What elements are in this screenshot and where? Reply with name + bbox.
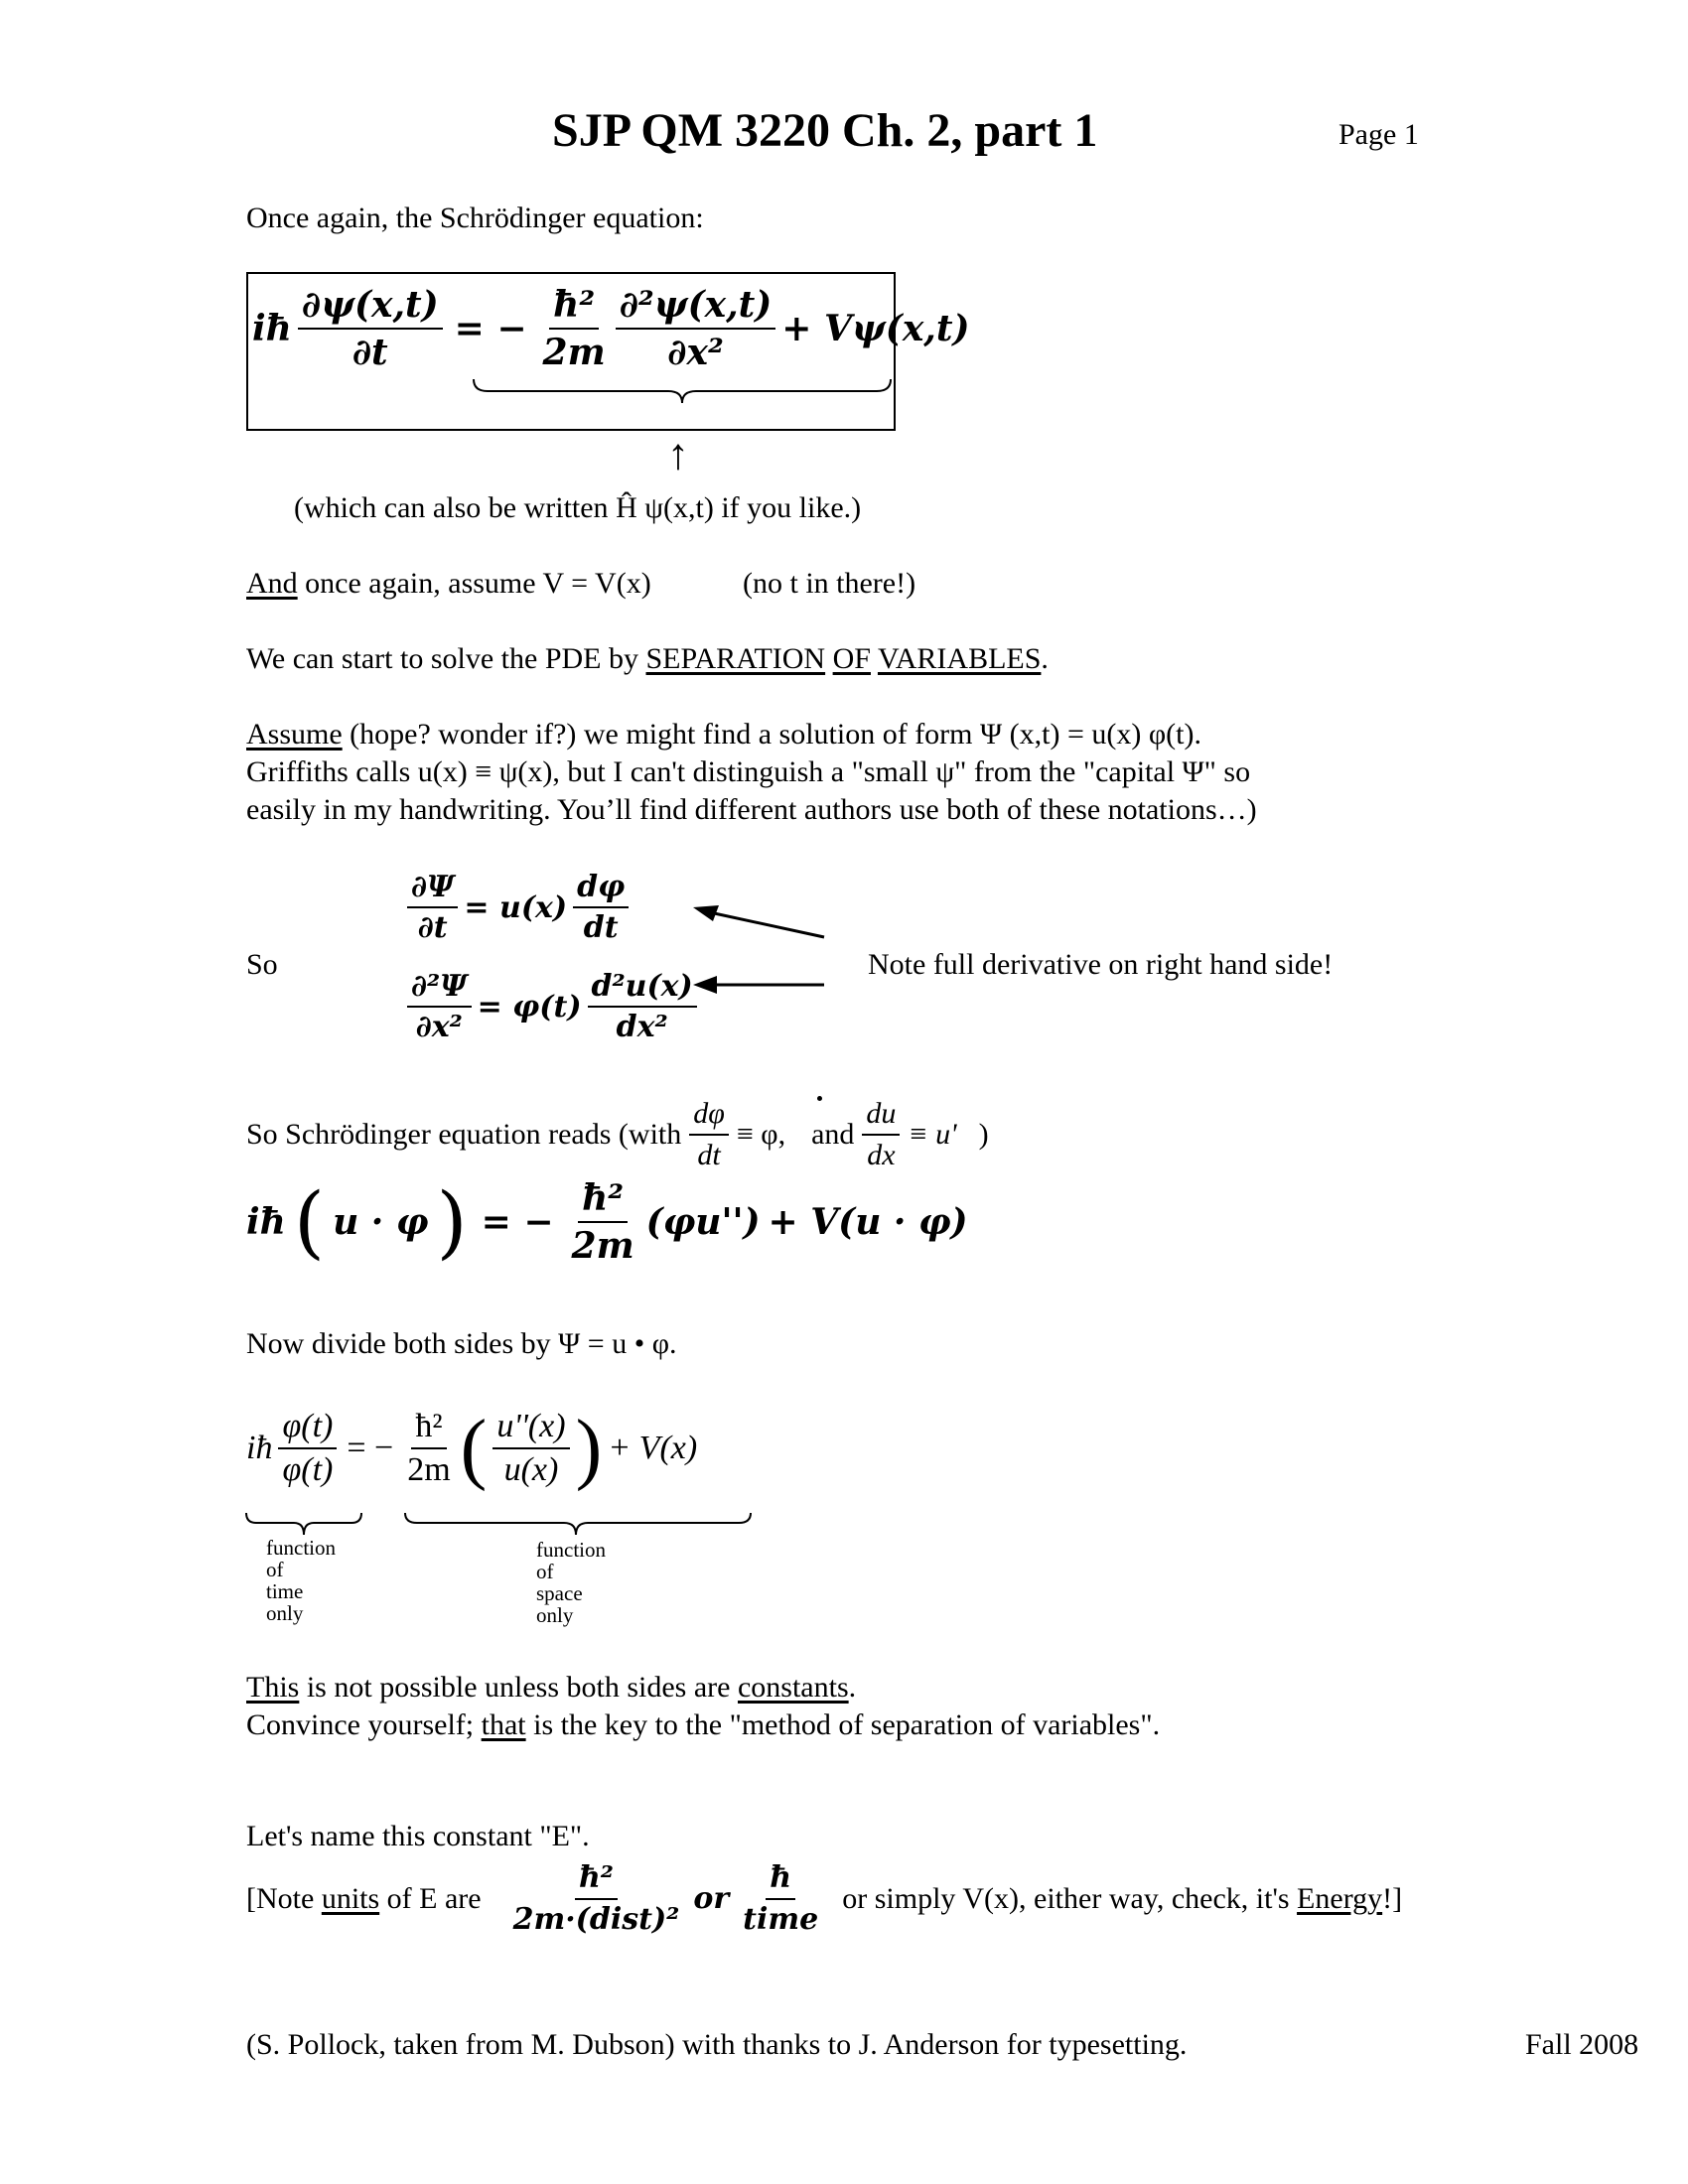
row1-lhs-den: ∂t xyxy=(417,910,448,945)
eq3-equals: = − xyxy=(347,1430,394,1466)
separation-period: . xyxy=(1041,642,1049,675)
function-of-time-label xyxy=(266,1537,336,1624)
units-fraction-1 xyxy=(509,1860,684,1938)
eq1-underbrace xyxy=(472,377,894,407)
eq2-const-den: 2m xyxy=(571,1225,634,1267)
derivative-row-1 xyxy=(407,870,629,945)
se-reads-line xyxy=(246,1096,989,1173)
assume-line-2: Griffiths calls u(x) ≡ ψ(x), but I can't distinguish a "small ψ" from the "capital Ψ" so xyxy=(246,755,1251,788)
row1-lhs-num: ∂Ψ xyxy=(407,870,458,908)
hamiltonian-symbol: Ĥ xyxy=(616,491,637,524)
eq1-lhs-den: ∂t xyxy=(352,332,388,373)
eq1-const-den: 2m xyxy=(542,332,606,373)
du-dx-fraction xyxy=(862,1096,900,1173)
space-label-l4: only xyxy=(536,1603,574,1627)
assume-v-text: once again, assume V = V(x) xyxy=(297,567,651,600)
eq1-lhs-num: ∂ψ(x,t) xyxy=(298,284,443,330)
eq3-u-num: u''(x) xyxy=(492,1408,569,1449)
not-possible-mid: is not possible unless both sides are xyxy=(299,1671,738,1704)
divided-equation xyxy=(246,1405,698,1492)
dt-den: dt xyxy=(697,1139,721,1171)
eq3-u-fraction xyxy=(492,1408,569,1489)
assume-line-1 xyxy=(246,717,1201,752)
assume-v-line xyxy=(246,566,651,602)
row2-rhs-fraction xyxy=(588,969,697,1044)
separated-schrodinger-equation xyxy=(246,1177,968,1267)
that-underlined: that xyxy=(481,1708,526,1741)
row1-rhs-den: dt xyxy=(583,910,619,945)
eq3-const-num: ħ² xyxy=(411,1408,446,1449)
eq3-time-fraction xyxy=(278,1408,337,1489)
eq1-second-derivative xyxy=(616,284,776,373)
function-of-space-label xyxy=(536,1539,606,1626)
row2-lhs-fraction xyxy=(407,969,472,1044)
variables-word: VARIABLES xyxy=(877,642,1042,675)
eq3-close-paren: ) xyxy=(575,1405,603,1492)
space-label-l1: function xyxy=(536,1538,606,1562)
and-word: and xyxy=(811,1118,855,1151)
phi-dot-accent xyxy=(817,1096,822,1101)
footer-date: Fall 2008 xyxy=(1525,2028,1639,2061)
page-number: Page 1 xyxy=(1338,118,1419,151)
units-fraction-2 xyxy=(739,1860,822,1938)
eq3-time-den: φ(t) xyxy=(282,1451,334,1488)
assume-l1-text: (hope? wonder if?) we might find a solution of form Ψ (x,t) = u(x) φ(t). xyxy=(342,718,1201,751)
time-label-l1: function xyxy=(266,1536,336,1560)
units-mid: of E are xyxy=(379,1882,482,1915)
derivative-row-2 xyxy=(407,969,697,1044)
this-underlined: This xyxy=(246,1671,300,1704)
units-f2-num: ħ xyxy=(766,1860,795,1900)
eq3-open-paren: ( xyxy=(460,1405,488,1492)
separation-line xyxy=(246,641,1049,677)
eq1-d-den: ∂x² xyxy=(667,332,724,373)
eq3-time-num: φ(t) xyxy=(278,1408,337,1449)
divide-line: Now divide both sides by Ψ = u • φ. xyxy=(246,1327,677,1360)
eq2-prefix: iħ xyxy=(246,1201,286,1243)
row2-lhs-num: ∂²Ψ xyxy=(407,969,472,1008)
energy-underlined: Energy xyxy=(1297,1882,1383,1915)
eq1-const-fraction xyxy=(539,284,610,373)
eq3-prefix: iħ xyxy=(246,1430,273,1466)
hamiltonian-note xyxy=(294,490,861,526)
eq1-tail: + Vψ(x,t) xyxy=(781,308,970,349)
units-post: or simply V(x), either way, check, it's xyxy=(842,1882,1298,1915)
hamiltonian-note-post: ψ(x,t) if you like.) xyxy=(636,491,862,524)
eq3-const-fraction xyxy=(403,1408,454,1489)
eq2-close-paren: ) xyxy=(436,1175,468,1268)
du-num: du xyxy=(862,1096,900,1136)
eq2-equals: = − xyxy=(481,1201,554,1243)
units-underlined: units xyxy=(321,1882,380,1915)
eq1-equals: = − xyxy=(454,308,527,349)
and-underlined: And xyxy=(246,567,298,600)
not-possible-line xyxy=(246,1670,856,1706)
so-label: So xyxy=(246,948,278,981)
separation-word: SEPARATION xyxy=(645,642,826,675)
row1-rhs-num: dφ xyxy=(573,870,629,908)
eq1-prefix: iħ xyxy=(252,308,292,349)
assume-line-3: easily in my handwriting. You’ll find different authors use both of these notations…) xyxy=(246,793,1257,826)
se-reads-pre: So Schrödinger equation reads (with xyxy=(246,1118,682,1151)
row2-rhs-den: dx² xyxy=(616,1010,668,1044)
page-title: SJP QM 3220 Ch. 2, part 1 xyxy=(552,104,1098,157)
units-f2-den: time xyxy=(743,1902,819,1937)
schrodinger-equation xyxy=(252,284,970,373)
row2-rhs-num: d²u(x) xyxy=(588,969,697,1008)
eq1-const-num: ħ² xyxy=(549,284,599,330)
not-possible-period: . xyxy=(848,1671,857,1704)
eq2-tail: + V(u · φ) xyxy=(768,1201,968,1243)
no-t-aside: (no t in there!) xyxy=(743,567,916,600)
up-arrow-icon: ↑ xyxy=(667,430,689,478)
units-line xyxy=(246,1860,1402,1938)
hamiltonian-note-pre: (which can also be written xyxy=(294,491,617,524)
close-paren: ) xyxy=(978,1118,989,1151)
units-f1-den: 2m·(dist)² xyxy=(512,1902,680,1937)
eq2-const-num: ħ² xyxy=(578,1177,628,1223)
eq1-d-num: ∂²ψ(x,t) xyxy=(616,284,776,330)
eq2-open-paren: ( xyxy=(293,1175,326,1268)
time-label-l3: time xyxy=(266,1579,304,1603)
left-arrow-icon xyxy=(691,975,830,995)
of-word: OF xyxy=(832,642,871,675)
eq3-u-den: u(x) xyxy=(503,1451,559,1488)
separation-pre: We can start to solve the PDE by xyxy=(246,642,646,675)
time-label-l2: of xyxy=(266,1558,284,1581)
phi-dot-equiv: ≡ φ, xyxy=(736,1118,786,1151)
full-derivative-note: Note full derivative on right hand side! xyxy=(868,948,1334,981)
row2-mid: = φ(t) xyxy=(477,989,582,1024)
left-arrow-icon xyxy=(691,901,830,941)
eq3-tail: + V(x) xyxy=(608,1430,698,1466)
units-or: or xyxy=(693,1881,730,1916)
units-pre: [Note xyxy=(246,1882,322,1915)
convince-line xyxy=(246,1707,1160,1743)
eq1-lhs-fraction xyxy=(298,284,443,373)
eq3-const-den: 2m xyxy=(407,1451,451,1488)
row1-rhs-fraction xyxy=(573,870,629,945)
eq2-inner: u · φ xyxy=(333,1201,429,1243)
u-prime-equiv: ≡ u' xyxy=(908,1118,957,1151)
intro-text: Once again, the Schrödinger equation: xyxy=(246,202,704,234)
convince-pre: Convince yourself; xyxy=(246,1708,482,1741)
convince-post: is the key to the "method of separation of variables". xyxy=(525,1708,1161,1741)
row1-lhs-fraction xyxy=(407,870,458,945)
assume-underlined: Assume xyxy=(246,718,343,751)
eq2-second-term: (φu'') xyxy=(645,1201,761,1243)
row2-lhs-den: ∂x² xyxy=(415,1010,463,1044)
constants-underlined: constants xyxy=(737,1671,849,1704)
units-end: !] xyxy=(1382,1882,1403,1915)
footer-credits: (S. Pollock, taken from M. Dubson) with thanks to J. Anderson for typesetting. xyxy=(246,2028,1188,2061)
row1-mid: = u(x) xyxy=(464,889,568,925)
eq2-const-fraction xyxy=(568,1177,638,1267)
dx-den: dx xyxy=(867,1139,896,1171)
space-label-l2: of xyxy=(536,1560,554,1583)
dphi-dt-fraction xyxy=(689,1096,729,1173)
units-f1-num: ħ² xyxy=(575,1860,618,1900)
space-underbrace xyxy=(403,1511,753,1541)
name-constant-line: Let's name this constant "E". xyxy=(246,1820,590,1852)
time-label-l4: only xyxy=(266,1601,304,1625)
dphi-num: dφ xyxy=(689,1096,729,1136)
space-label-l3: space xyxy=(536,1581,583,1605)
